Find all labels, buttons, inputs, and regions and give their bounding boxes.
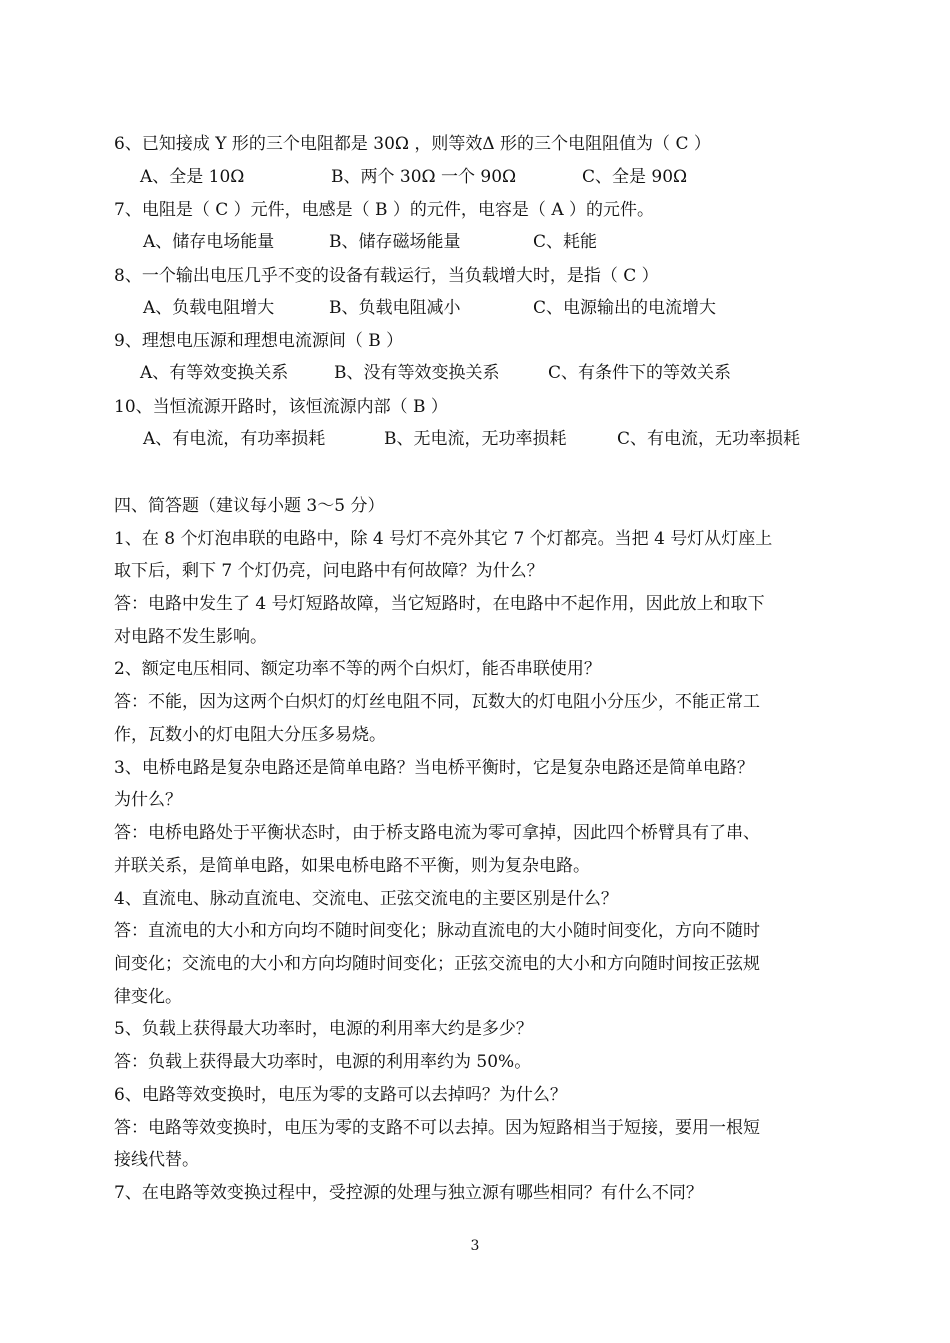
text-line: 并联关系，是简单电路，如果电桥电路不平衡，则为复杂电路。	[114, 856, 590, 876]
mc-option: A、有电流，有功率损耗	[143, 429, 326, 449]
mc-option: C、全是 90Ω	[582, 167, 688, 187]
section-title: 四、简答题（建议每小题 3～5 分）	[114, 496, 385, 516]
text-line: 间变化；交流电的大小和方向均随时间变化；正弦交流电的大小和方向随时间按正弦规	[114, 954, 760, 974]
mc-option: B、负载电阻减小	[329, 298, 461, 318]
text-line: 答：负载上获得最大功率时，电源的利用率约为 50%。	[114, 1052, 532, 1072]
mc-option: B、没有等效变换关系	[334, 363, 500, 383]
text-line: 答：电桥电路处于平衡状态时，由于桥支路电流为零可拿掉，因此四个桥臂具有了串、	[114, 823, 760, 843]
mc-question-10: 10、当恒流源开路时，该恒流源内部（ B ）	[114, 397, 448, 417]
mc-option: C、有条件下的等效关系	[548, 363, 732, 383]
text-line: 1、在 8 个灯泡串联的电路中，除 4 号灯不亮外其它 7 个灯都亮。当把 4 号灯从灯座上	[114, 529, 773, 549]
text-line: 取下后，剩下 7 个灯仍亮，问电路中有何故障？为什么？	[114, 561, 544, 581]
text-line: 律变化。	[114, 987, 182, 1007]
mc-question-6: 6、已知接成 Y 形的三个电阻都是 30Ω ，则等效Δ 形的三个电阻阻值为（ C ）	[114, 134, 711, 154]
mc-option: A、负载电阻增大	[143, 298, 275, 318]
text-line: 答：电路等效变换时，电压为零的支路不可以去掉。因为短路相当于短接，要用一根短	[114, 1118, 760, 1138]
mc-option: A、有等效变换关系	[140, 363, 289, 383]
text-line: 5、负载上获得最大功率时，电源的利用率大约是多少？	[114, 1019, 533, 1039]
text-line: 6、电路等效变换时，电压为零的支路可以去掉吗？为什么？	[114, 1085, 567, 1105]
text-line: 为什么？	[114, 790, 182, 810]
page-number: 3	[470, 1238, 480, 1254]
text-line: 答：直流电的大小和方向均不随时间变化；脉动直流电的大小随时间变化，方向不随时	[114, 921, 760, 941]
text-line: 答：不能，因为这两个白炽灯的灯丝电阻不同，瓦数大的灯电阻小分压少，不能正常工	[114, 692, 760, 712]
text-line: 答：电路中发生了 4 号灯短路故障，当它短路时，在电路中不起作用，因此放上和取下	[114, 594, 765, 614]
mc-question-8: 8、一个输出电压几乎不变的设备有载运行，当负载增大时，是指（ C ）	[114, 266, 659, 286]
text-line: 对电路不发生影响。	[114, 627, 267, 647]
mc-option: C、有电流，无功率损耗	[617, 429, 801, 449]
mc-option: B、两个 30Ω 一个 90Ω	[331, 167, 517, 187]
text-line: 7、在电路等效变换过程中，受控源的处理与独立源有哪些相同？有什么不同？	[114, 1183, 703, 1203]
mc-question-9: 9、理想电压源和理想电流源间（ B ）	[114, 331, 404, 351]
mc-option: B、无电流，无功率损耗	[384, 429, 567, 449]
mc-option: B、储存磁场能量	[329, 232, 461, 252]
mc-option: C、电源输出的电流增大	[533, 298, 717, 318]
text-line: 接线代替。	[114, 1150, 199, 1170]
mc-question-7: 7、电阻是（ C ）元件，电感是（ B ）的元件，电容是（ A ）的元件。	[114, 200, 655, 220]
text-line: 4、直流电、脉动直流电、交流电、正弦交流电的主要区别是什么？	[114, 889, 618, 909]
mc-option: C、耗能	[533, 232, 598, 252]
mc-option: A、储存电场能量	[143, 232, 275, 252]
mc-option: A、全是 10Ω	[140, 167, 245, 187]
text-line: 3、电桥电路是复杂电路还是简单电路？当电桥平衡时，它是复杂电路还是简单电路？	[114, 758, 754, 778]
text-line: 2、额定电压相同、额定功率不等的两个白炽灯，能否串联使用？	[114, 659, 601, 679]
text-line: 作，瓦数小的灯电阻大分压多易烧。	[114, 725, 386, 745]
